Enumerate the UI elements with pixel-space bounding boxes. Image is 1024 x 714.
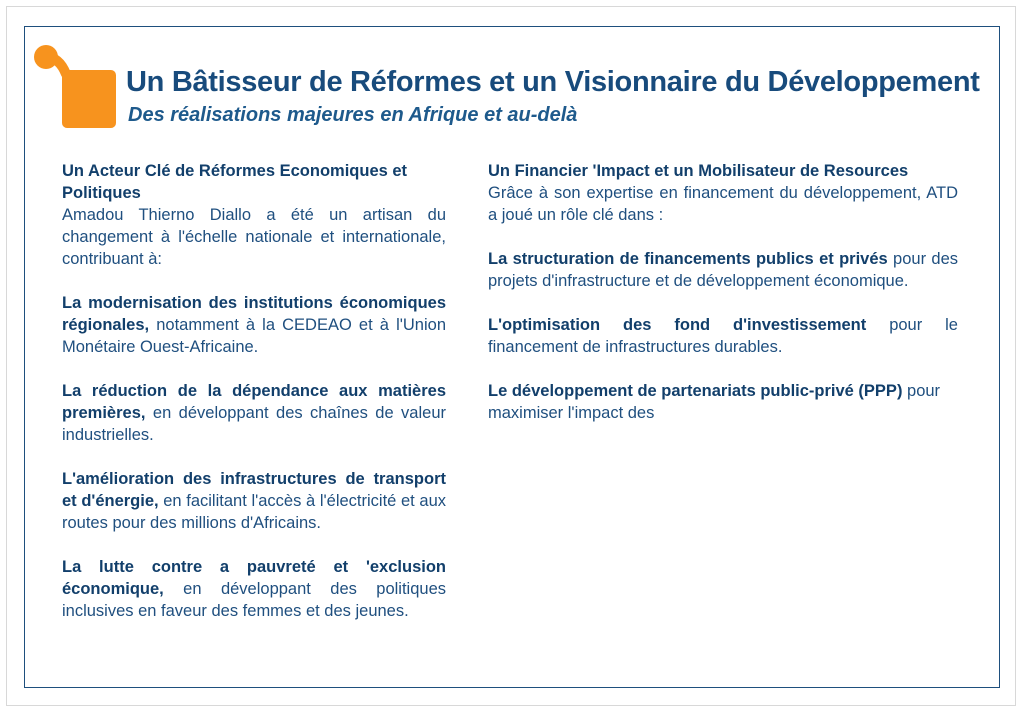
left-heading: Un Acteur Clé de Réformes Economiques et Politiques: [62, 162, 408, 202]
left-column: [62, 160, 446, 644]
page-subtitle: Des réalisations majeures en Afrique et au-delà: [128, 104, 578, 126]
right-item-1: La structuration de financements publics et privés pour des projets d'infrastructure et de développement économique.: [488, 250, 959, 290]
left-item-1: La modernisation des institutions économiques régionales, notamment à la CEDEAO et à l'Union Monétaire Ouest-Africaine.: [62, 294, 446, 356]
orange-connector-logo-icon: [30, 40, 120, 130]
left-intro: Amadou Thierno Diallo a été un artisan du changement à l'échelle nationale et internationale, contribuant à:: [62, 206, 446, 268]
right-heading: Un Financier 'Impact et un Mobilisateur de Resources: [488, 162, 909, 180]
left-item-2: La réduction de la dépendance aux matières premières, en développant des chaînes de valeur industrielles.: [62, 382, 446, 444]
right-column: [488, 160, 958, 446]
page-title: Un Bâtisseur de Réformes et un Visionnaire du Développement: [126, 66, 980, 98]
right-item-2: L'optimisation des fond d'investissement pour le financement de infrastructures durables.: [488, 316, 958, 356]
left-item-4: La lutte contre a pauvreté et 'exclusion économique, en développant des politiques inclusives en faveur des femmes et des jeunes.: [62, 558, 446, 620]
right-intro: Grâce à son expertise en financement du développement, ATD a joué un rôle clé dans :: [488, 184, 958, 224]
left-item-3: L'amélioration des infrastructures de transport et d'énergie, en facilitant l'accès à l'électricité et aux routes pour des millions d'Africains.: [62, 470, 446, 532]
right-item-3: Le développement de partenariats public-privé (PPP) pour maximiser l'impact des: [488, 382, 941, 422]
